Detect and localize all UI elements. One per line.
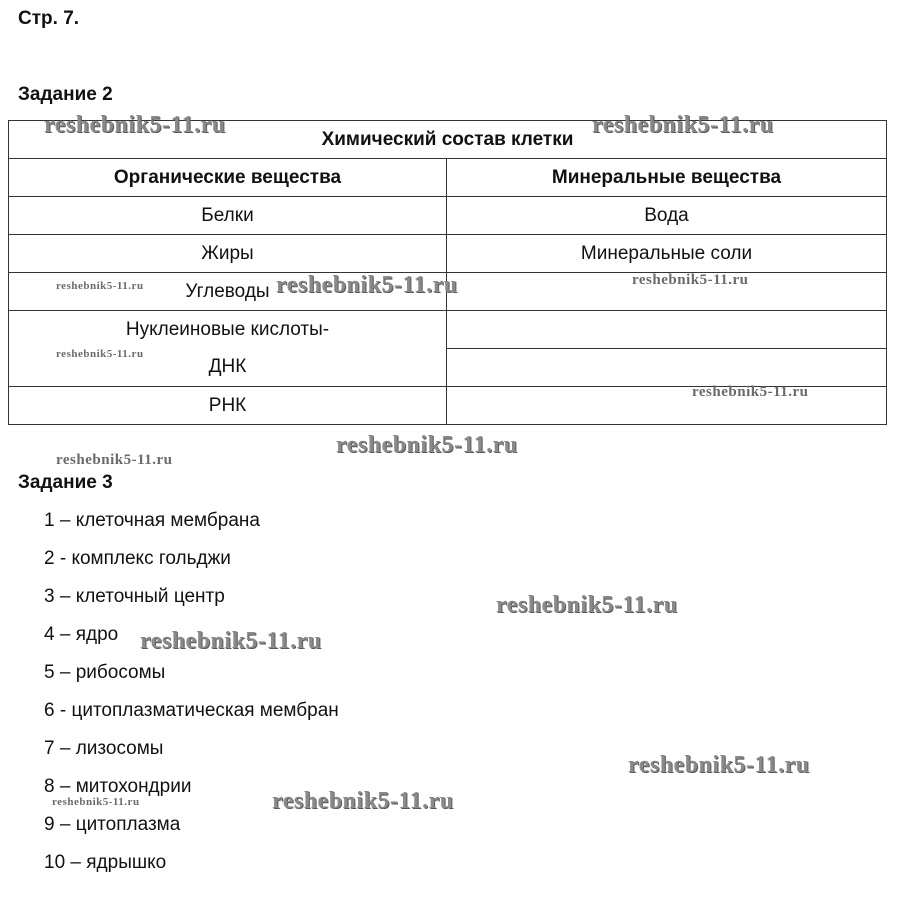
page-number: Стр. 7. <box>18 8 80 29</box>
table-cell: Минеральные соли <box>447 235 887 273</box>
task-2-title: Задание 2 <box>18 84 113 105</box>
list-item: 8 – митохондрии <box>44 776 192 797</box>
watermark: reshebnik5-11.ru <box>272 788 454 814</box>
table-row <box>9 273 887 311</box>
table-cell <box>447 311 887 349</box>
list-item: 10 – ядрышко <box>44 852 167 873</box>
chemical-composition-table <box>8 120 887 425</box>
list-item: 1 – клеточная мембрана <box>44 510 260 531</box>
table-cell: ДНК <box>9 349 447 387</box>
watermark: reshebnik5-11.ru <box>692 384 809 400</box>
table-cell: РНК <box>9 387 447 425</box>
header-organic: Органические вещества <box>9 159 447 197</box>
table-cell <box>447 349 887 387</box>
table-cell: Углеводы <box>9 273 447 311</box>
watermark: reshebnik5-11.ru <box>336 432 518 458</box>
watermark: reshebnik5-11.ru <box>592 112 774 138</box>
watermark: reshebnik5-11.ru <box>628 752 810 778</box>
list-item: 7 – лизосомы <box>44 738 164 759</box>
table-row <box>9 311 887 349</box>
watermark: reshebnik5-11.ru <box>496 592 678 618</box>
watermark: reshebnik5-11.ru <box>56 348 144 360</box>
list-item: 5 – рибосомы <box>44 662 166 683</box>
table-cell: Нуклеиновые кислоты- <box>9 311 447 349</box>
table-row <box>9 197 887 235</box>
table-header-row <box>9 159 887 197</box>
table-row <box>9 387 887 425</box>
watermark: reshebnik5-11.ru <box>44 112 226 138</box>
table-row <box>9 235 887 273</box>
table-caption-row <box>9 121 887 159</box>
watermark: reshebnik5-11.ru <box>56 452 173 468</box>
list-item: 4 – ядро <box>44 624 119 645</box>
table-cell <box>447 273 887 311</box>
table-cell: Жиры <box>9 235 447 273</box>
watermark: reshebnik5-11.ru <box>56 280 144 292</box>
table-caption: Химический состав клетки <box>9 121 887 159</box>
watermark: reshebnik5-11.ru <box>632 272 749 288</box>
watermark: reshebnik5-11.ru <box>52 796 140 808</box>
table-cell <box>447 387 887 425</box>
cell-structure-list <box>44 508 339 888</box>
list-item: 6 - цитоплазматическая мембран <box>44 700 339 721</box>
table-cell: Белки <box>9 197 447 235</box>
task-3-title: Задание 3 <box>18 472 113 493</box>
header-mineral: Минеральные вещества <box>447 159 887 197</box>
watermark: reshebnik5-11.ru <box>140 628 322 654</box>
list-item: 9 – цитоплазма <box>44 814 181 835</box>
watermark: reshebnik5-11.ru <box>276 272 458 298</box>
list-item: 2 - комплекс гольджи <box>44 548 231 569</box>
table-row <box>9 349 887 387</box>
table-cell: Вода <box>447 197 887 235</box>
list-item: 3 – клеточный центр <box>44 586 225 607</box>
